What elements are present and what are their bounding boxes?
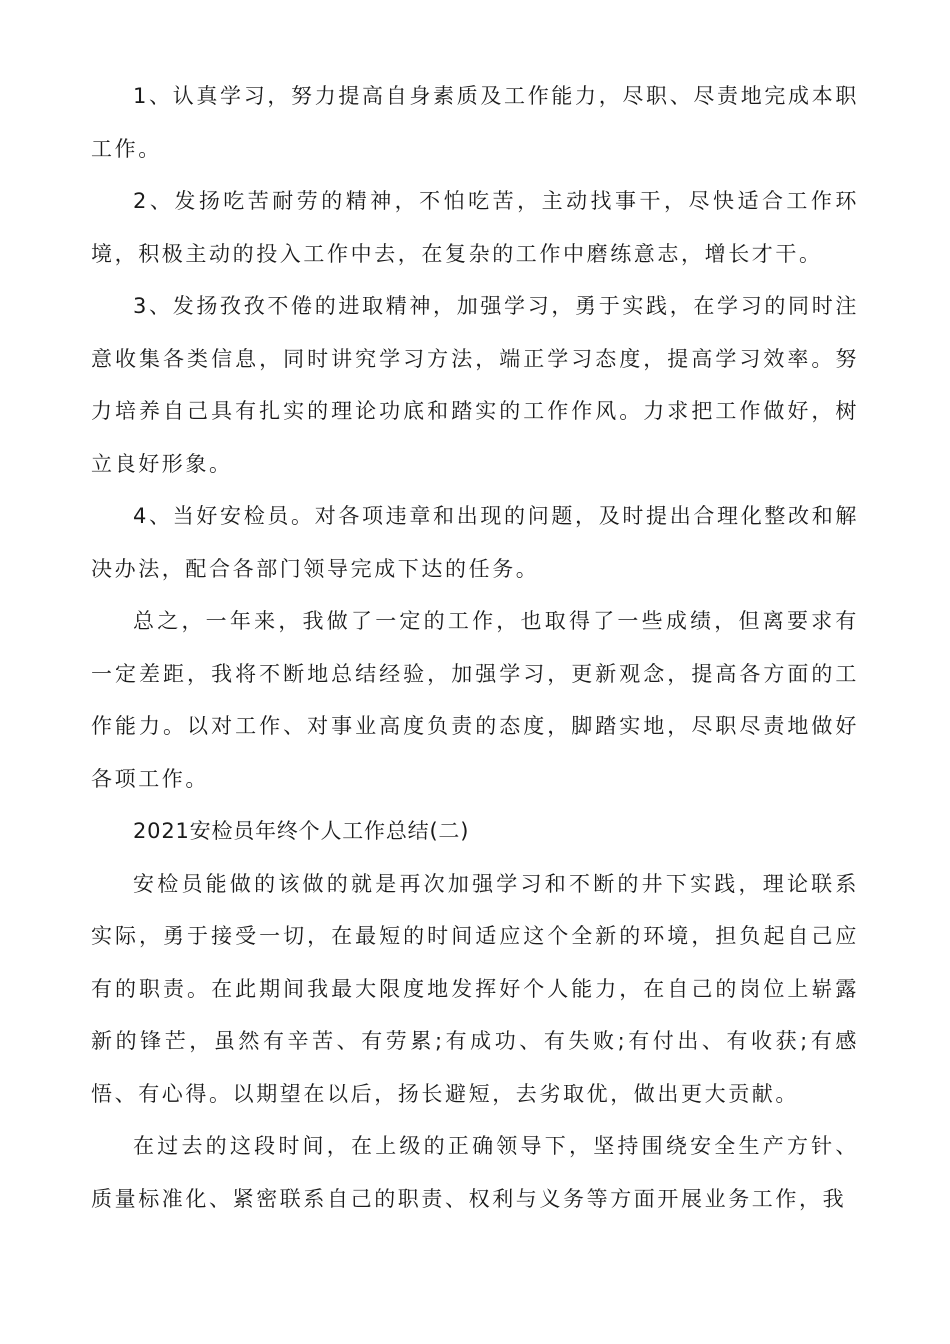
section-heading: 2021安检员年终个人工作总结(二) bbox=[133, 819, 470, 843]
paragraph-continuation: 在过去的这段时间，在上级的正确领导下，坚持围绕安全生产方针、质量标准化、紧密联系自己的职责、权利与义务等方面开展业务工作，我 bbox=[91, 1134, 859, 1211]
paragraph-item-3: 3、发扬孜孜不倦的进取精神，加强学习，勇于实践，在学习的同时注意收集各类信息，同时讲究学习方法，端正学习态度，提高学习效率。努力培养自己具有扎实的理论功底和踏实的工作作风。力求把工作做好，树立良好形象。 bbox=[91, 294, 859, 476]
paragraph-item-1: 1、认真学习，努力提高自身素质及工作能力，尽职、尽责地完成本职工作。 bbox=[91, 84, 859, 161]
paragraph-item-2: 2、发扬吃苦耐劳的精神，不怕吃苦，主动找事干，尽快适合工作环境，积极主动的投入工作中去，在复杂的工作中磨练意志，增长才干。 bbox=[91, 189, 859, 266]
paragraph-intro: 安检员能做的该做的就是再次加强学习和不断的井下实践，理论联系实际，勇于接受一切，在最短的时间适应这个全新的环境，担负起自己应有的职责。在此期间我最大限度地发挥好个人能力，在自己的岗位上崭露新的锋芒，虽然有辛苦、有劳累;有成功、有失败;有付出、有收获;有感悟、有心得。以期望在以后，扬长避短，去劣取优，做出更大贡献。 bbox=[91, 871, 859, 1106]
paragraph-item-4: 4、当好安检员。对各项违章和出现的问题，及时提出合理化整改和解决办法，配合各部门领导完成下达的任务。 bbox=[91, 504, 859, 581]
document-body bbox=[91, 70, 859, 1225]
summary-paragraph: 总之，一年来，我做了一定的工作，也取得了一些成绩，但离要求有一定差距，我将不断地总结经验，加强学习，更新观念，提高各方面的工作能力。以对工作、对事业高度负责的态度，脚踏实地，尽职尽责地做好各项工作。 bbox=[91, 609, 859, 791]
